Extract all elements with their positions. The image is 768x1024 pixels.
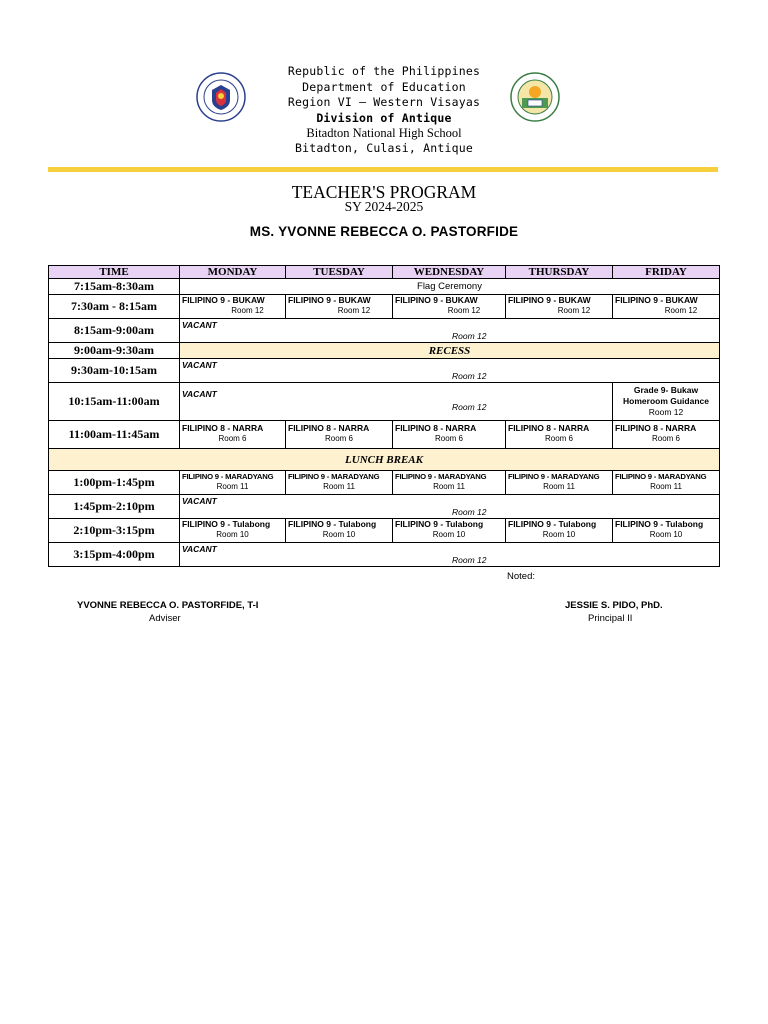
class-cell: [286, 471, 393, 495]
subject-label: FILIPINO 9 - MARADYANG: [395, 472, 487, 481]
table-row: [49, 519, 720, 543]
room-label: Room 6: [651, 434, 680, 443]
table-row: [49, 343, 720, 359]
header-department: Department of Education: [302, 79, 466, 94]
room-label: Room 10: [542, 530, 576, 539]
letterhead: [0, 64, 768, 157]
subject-label: FILIPINO 9 - BUKAW: [288, 295, 371, 305]
col-tuesday: TUESDAY: [286, 266, 393, 279]
subject-label: FILIPINO 9 - Tulabong: [508, 519, 597, 529]
time-cell: 9:00am-9:30am: [49, 343, 180, 359]
col-monday: MONDAY: [180, 266, 286, 279]
room-label: Room 12: [337, 306, 371, 315]
header-row: [49, 266, 720, 279]
header-school: Bitadton National High School: [306, 126, 462, 140]
table-row: [49, 279, 720, 295]
subject-label: FILIPINO 8 - NARRA: [395, 423, 477, 433]
header-region: Region VI – Western Visayas: [287, 95, 481, 109]
subject-label: FILIPINO 8 - NARRA: [288, 423, 370, 433]
homeroom-cell: [613, 383, 720, 421]
table-row: [49, 543, 720, 567]
table-row: [49, 359, 720, 383]
room-label: Room 11: [433, 482, 465, 491]
class-cell: [180, 421, 286, 449]
class-cell: [180, 471, 286, 495]
subject-label: FILIPINO 9 - BUKAW: [395, 295, 478, 305]
col-friday: FRIDAY: [613, 266, 720, 279]
room-label: Room 6: [544, 434, 573, 443]
table-row: [49, 295, 720, 319]
adviser-role: Adviser: [149, 613, 181, 624]
class-cell: [393, 471, 506, 495]
room-label: Room 11: [650, 482, 682, 491]
class-cell: [506, 421, 613, 449]
subject-label: FILIPINO 9 - Tulabong: [182, 519, 271, 529]
class-cell: [180, 519, 286, 543]
class-cell: [613, 421, 720, 449]
time-cell: 7:30am - 8:15am: [49, 295, 180, 319]
class-cell: [286, 519, 393, 543]
room-label: Room 10: [649, 530, 683, 539]
vacant-label: VACANT: [182, 544, 217, 554]
room-label: Room 12: [452, 507, 487, 517]
room-label: Room 12: [452, 371, 487, 381]
room-label: Room 11: [216, 482, 249, 491]
principal-name: JESSIE S. PIDO, PhD.: [565, 600, 663, 611]
subject-label: FILIPINO 9 - BUKAW: [508, 295, 591, 305]
col-thursday: THURSDAY: [506, 266, 613, 279]
subject-label: FILIPINO 8 - NARRA: [508, 423, 590, 433]
room-label: Room 11: [323, 482, 355, 491]
vacant-cell: [180, 543, 720, 567]
homeroom-label: Homeroom Guidance: [623, 396, 709, 406]
subject-label: FILIPINO 9 - BUKAW: [182, 295, 265, 305]
class-cell: [393, 295, 506, 319]
header-republic: Republic of the Philippines: [287, 64, 481, 78]
vacant-label: VACANT: [182, 496, 217, 506]
subject-label: FILIPINO 9 - Tulabong: [288, 519, 377, 529]
table-row: [49, 471, 720, 495]
room-label: Room 10: [216, 530, 249, 539]
subject-label: FILIPINO 9 - MARADYANG: [615, 472, 707, 481]
teacher-name: MS. YVONNE REBECCA O. PASTORFIDE: [249, 224, 519, 239]
table-row: [49, 319, 720, 343]
time-cell: 10:15am-11:00am: [49, 383, 180, 421]
class-cell: [180, 295, 286, 319]
class-cell: [286, 421, 393, 449]
school-year: SY 2024-2025: [344, 199, 424, 214]
room-label: Room 12: [664, 306, 698, 315]
col-time: TIME: [49, 266, 180, 279]
class-cell: [286, 295, 393, 319]
room-label: Room 12: [452, 555, 487, 565]
table-row: [49, 421, 720, 449]
class-cell: [613, 471, 720, 495]
subject-label: FILIPINO 9 - MARADYANG: [182, 472, 274, 481]
flag-ceremony-cell: Flag Ceremony: [180, 279, 720, 295]
subject-label: FILIPINO 9 - Tulabong: [395, 519, 484, 529]
vacant-cell: [180, 319, 720, 343]
class-cell: [393, 519, 506, 543]
table-row: [49, 449, 720, 471]
class-cell: [613, 295, 720, 319]
room-label: Room 12: [452, 331, 487, 341]
vacant-cell: [180, 495, 720, 519]
header-divider: [48, 167, 718, 172]
subject-label: FILIPINO 9 - MARADYANG: [508, 472, 600, 481]
homeroom-class: Grade 9- Bukaw: [633, 385, 699, 395]
vacant-label: VACANT: [182, 389, 217, 399]
time-cell: 1:45pm-2:10pm: [49, 495, 180, 519]
room-label: Room 6: [218, 434, 247, 443]
schedule-table: [48, 265, 720, 567]
table-row: [49, 383, 720, 421]
time-cell: 8:15am-9:00am: [49, 319, 180, 343]
class-cell: [393, 421, 506, 449]
subject-label: FILIPINO 9 - Tulabong: [615, 519, 704, 529]
time-cell: 3:15pm-4:00pm: [49, 543, 180, 567]
subject-label: FILIPINO 8 - NARRA: [182, 423, 264, 433]
class-cell: [506, 471, 613, 495]
document-title: TEACHER'S PROGRAM: [291, 182, 477, 202]
subject-label: FILIPINO 9 - MARADYANG: [288, 472, 380, 481]
class-cell: [613, 519, 720, 543]
adviser-name: YVONNE REBECCA O. PASTORFIDE, T-I: [77, 600, 259, 611]
time-cell: 11:00am-11:45am: [49, 421, 180, 449]
time-cell: 7:15am-8:30am: [49, 279, 180, 295]
recess-band: RECESS: [180, 343, 720, 359]
room-label: Room 12: [452, 402, 487, 412]
room-label: Room 11: [543, 482, 575, 491]
principal-role: Principal II: [588, 613, 633, 624]
room-label: Room 10: [322, 530, 356, 539]
time-cell: 9:30am-10:15am: [49, 359, 180, 383]
room-label: Room 12: [648, 407, 684, 417]
col-wednesday: WEDNESDAY: [393, 266, 506, 279]
header-division: Division of Antique: [316, 110, 452, 125]
table-row: [49, 495, 720, 519]
header-address: Bitadton, Culasi, Antique: [294, 141, 474, 155]
noted-label: Noted:: [507, 571, 535, 582]
room-label: Room 6: [324, 434, 353, 443]
room-label: Room 12: [447, 306, 481, 315]
class-cell: [506, 295, 613, 319]
vacant-cell: [180, 359, 720, 383]
vacant-label: VACANT: [182, 360, 217, 370]
vacant-cell: [180, 383, 613, 421]
class-cell: [506, 519, 613, 543]
time-cell: 1:00pm-1:45pm: [49, 471, 180, 495]
vacant-label: VACANT: [182, 320, 217, 330]
subject-label: FILIPINO 9 - BUKAW: [615, 295, 698, 305]
room-label: Room 6: [434, 434, 463, 443]
room-label: Room 12: [231, 306, 264, 315]
time-cell: 2:10pm-3:15pm: [49, 519, 180, 543]
room-label: Room 12: [557, 306, 591, 315]
lunch-break-band: LUNCH BREAK: [49, 449, 720, 471]
subject-label: FILIPINO 8 - NARRA: [615, 423, 697, 433]
room-label: Room 10: [432, 530, 466, 539]
